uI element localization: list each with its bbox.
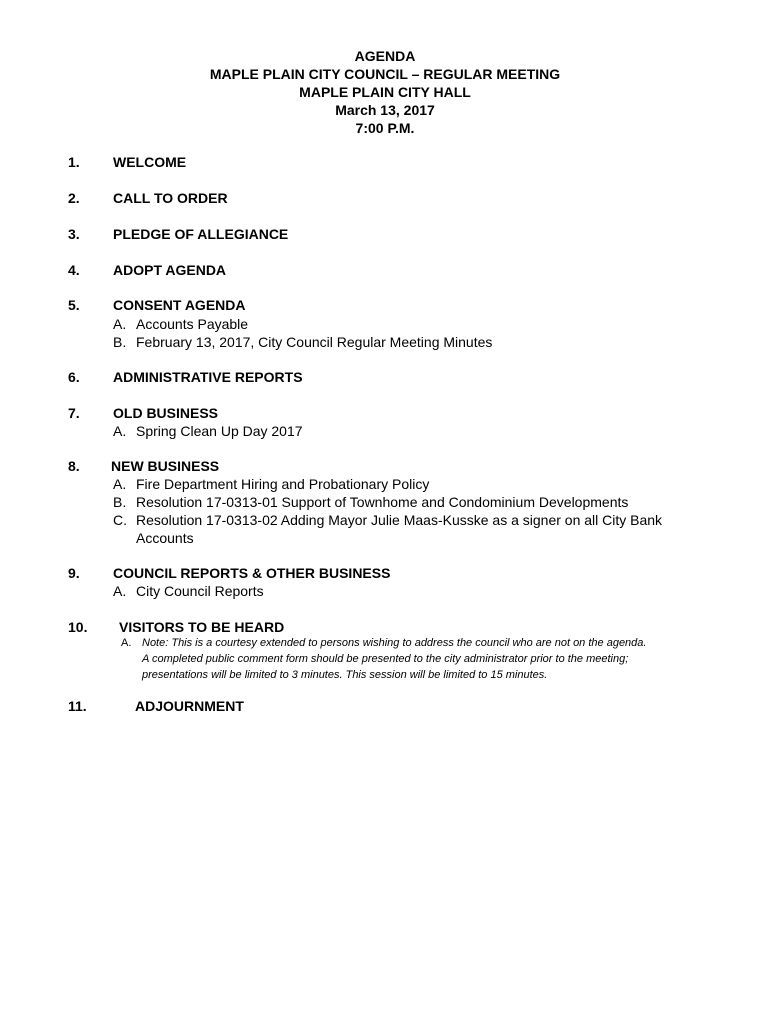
header-meeting-name: MAPLE PLAIN CITY COUNCIL – REGULAR MEETING (209, 66, 561, 82)
note-line-2: A completed public comment form should be presented to the city administrator prior to the meeting; (142, 653, 629, 665)
item-number: 9. (68, 565, 80, 581)
sub-item (113, 475, 429, 493)
item-number: 8. (68, 458, 80, 474)
sub-item-letter: A. (113, 423, 127, 439)
sub-item-continuation: Accounts (136, 530, 194, 546)
item-title: CALL TO ORDER (113, 190, 228, 206)
header-agenda: AGENDA (354, 48, 416, 64)
item-title: ADOPT AGENDA (113, 262, 227, 278)
agenda-header (0, 47, 770, 137)
item-title: WELCOME (113, 154, 187, 170)
sub-item (113, 511, 662, 529)
item-number: 4. (68, 262, 80, 278)
sub-item (113, 582, 264, 600)
sub-item-letter: A. (113, 476, 127, 492)
note-letter: A. (121, 637, 132, 649)
header-location: MAPLE PLAIN CITY HALL (299, 84, 471, 100)
item-number: 1. (68, 154, 80, 170)
sub-item-letter: B. (113, 334, 127, 350)
item-title: COUNCIL REPORTS & OTHER BUSINESS (113, 565, 391, 581)
item-title: VISITORS TO BE HEARD (119, 619, 285, 635)
header-date: March 13, 2017 (335, 102, 435, 118)
note-line-3: presentations will be limited to 3 minutes. This session will be limited to 15 minutes. (142, 669, 548, 681)
item-title: CONSENT AGENDA (113, 297, 246, 313)
sub-item-text: Spring Clean Up Day 2017 (136, 423, 303, 439)
sub-item (113, 333, 492, 351)
item-number: 10. (68, 619, 88, 635)
note-line-1: Note: This is a courtesy extended to persons wishing to address the council who are not on the agenda. (142, 637, 647, 649)
sub-item (113, 315, 248, 333)
item-title: PLEDGE OF ALLEGIANCE (113, 226, 289, 242)
sub-item (113, 422, 303, 440)
sub-item-text: Resolution 17-0313-02 Adding Mayor Julie Maas-Kusske as a signer on all City Bank (136, 512, 663, 528)
item-number: 7. (68, 405, 80, 421)
item-title: OLD BUSINESS (113, 405, 219, 421)
item-title: NEW BUSINESS (111, 458, 220, 474)
item-number: 11. (68, 698, 87, 714)
sub-item-text: Accounts Payable (136, 316, 249, 332)
header-time: 7:00 P.M. (355, 120, 415, 136)
sub-item-text: City Council Reports (136, 583, 264, 599)
sub-item-text: Fire Department Hiring and Probationary Policy (136, 476, 430, 492)
sub-item-letter: A. (113, 583, 127, 599)
sub-item-text: Resolution 17-0313-01 Support of Townhome and Condominium Developments (136, 494, 629, 510)
sub-item (113, 493, 628, 511)
item-number: 2. (68, 190, 80, 206)
sub-item-text: February 13, 2017, City Council Regular Meeting Minutes (136, 334, 493, 350)
visitors-note (121, 635, 646, 651)
item-number: 5. (68, 297, 80, 313)
item-number: 6. (68, 369, 80, 385)
item-title: ADMINISTRATIVE REPORTS (113, 369, 303, 385)
item-title: ADJOURNMENT (135, 698, 244, 714)
sub-item-letter: A. (113, 316, 127, 332)
sub-item-letter: C. (113, 512, 127, 528)
item-number: 3. (68, 226, 80, 242)
sub-item-letter: B. (113, 494, 127, 510)
